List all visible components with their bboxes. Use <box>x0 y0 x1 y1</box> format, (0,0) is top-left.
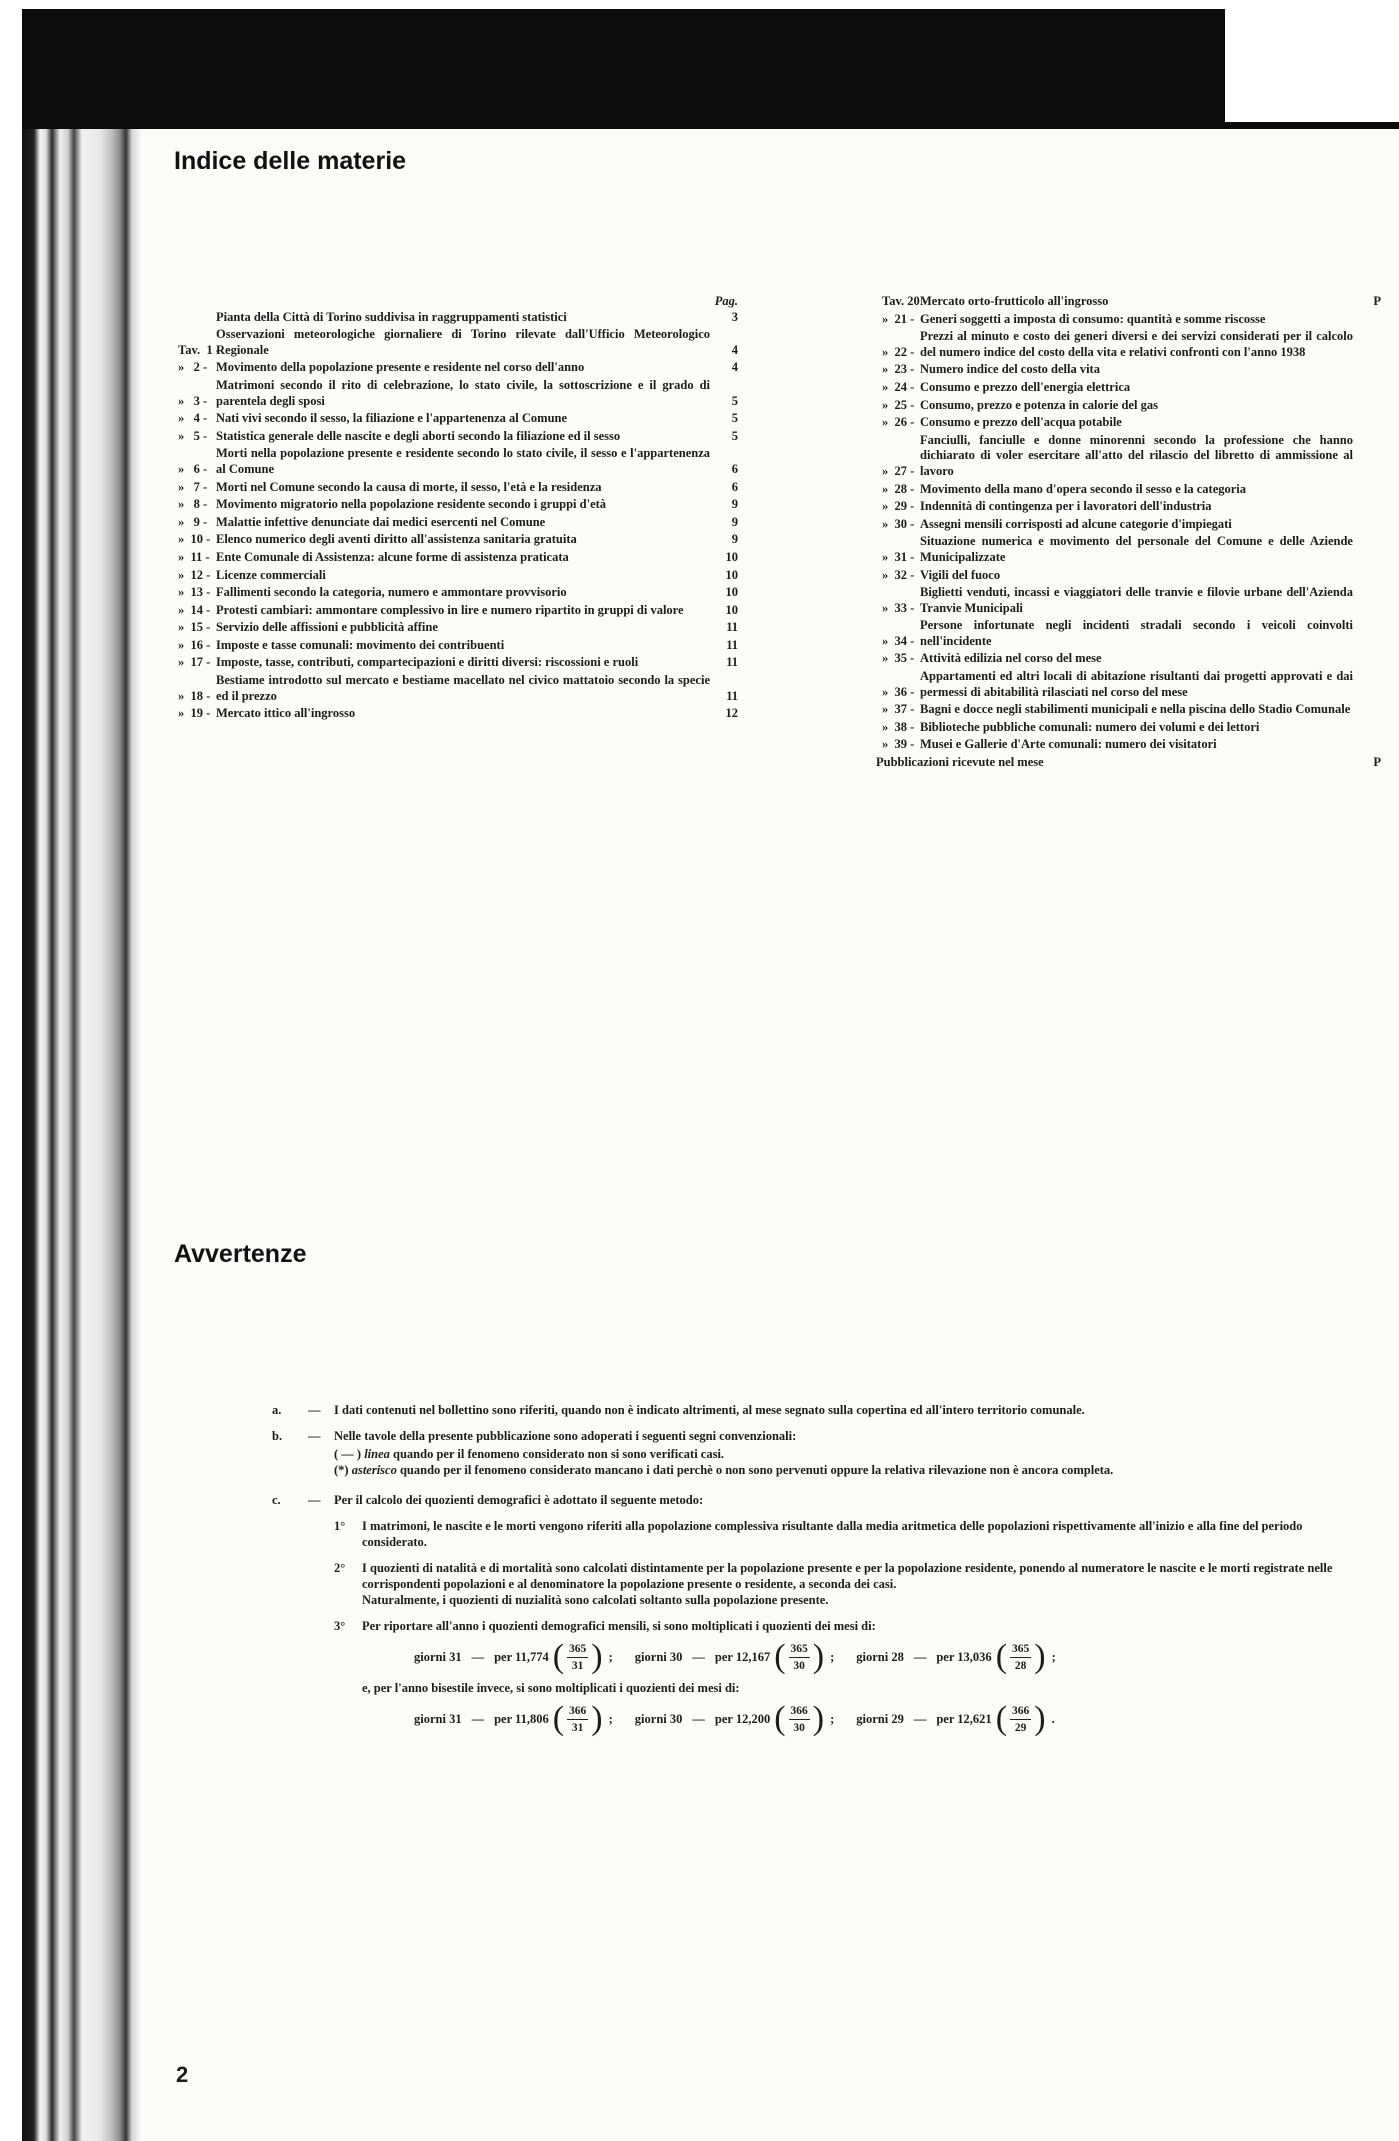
toc-lead: » 17 - <box>178 655 211 670</box>
toc-row <box>876 380 1381 396</box>
toc-text: Persone infortunate negli incidenti stradali secondo i veicoli coinvolti nell'incidente <box>920 618 1353 648</box>
paren-left: ( <box>774 1700 786 1737</box>
toc-lead: » 35 - <box>882 651 915 666</box>
toc-row <box>172 603 738 619</box>
fraction-denominator: 29 <box>1014 1721 1027 1734</box>
sign-word: asterisco <box>351 1463 397 1477</box>
note-c <box>272 1492 1342 1508</box>
toc-text: Movimento della popolazione presente e residente nel corso dell'anno <box>216 360 585 375</box>
note-text: Per il calcolo dei quozienti demografici è adottato il seguente metodo: <box>334 1493 704 1507</box>
toc-text: Vigili del fuoco <box>920 567 1001 582</box>
formula-fraction <box>553 1702 603 1736</box>
toc-page-number: 5 <box>731 393 738 408</box>
scan-left-edge <box>0 9 22 2141</box>
toc-row <box>876 651 1381 667</box>
toc-text: Elenco numerico degli aventi diritto all'assistenza sanitaria gratuita <box>216 532 577 547</box>
toc-lead: » 6 - <box>178 461 208 476</box>
toc-lead: » 11 - <box>178 549 210 564</box>
formula-dash: — <box>471 1712 485 1726</box>
toc-text: Prezzi al minuto e costo dei generi diversi e dei servizi considerati per il calcolo del numero indice del costo della vita e relativi confronti con l'anno 1938 <box>920 329 1353 359</box>
toc-text: Assegni mensili corrisposti ad alcune categorie d'impiegati <box>920 516 1232 531</box>
formula <box>856 1640 1055 1674</box>
toc-row <box>172 568 738 584</box>
paren-left: ( <box>552 1638 565 1675</box>
toc-lead: Tav. 1 - <box>178 342 220 357</box>
formula <box>414 1702 613 1736</box>
paren-left: ( <box>995 1638 1008 1675</box>
toc-row <box>172 585 738 601</box>
formula-dash: — <box>913 1712 927 1726</box>
toc-text: Fanciulli, fanciulle e donne minorenni secondo la professione che hanno dichiarato di voler esercitare all'atto del rilascio del libretto di ammissione al lavoro <box>920 432 1353 478</box>
toc-row <box>876 618 1381 649</box>
toc-lead: » 38 - <box>882 719 915 734</box>
toc-text: Pianta della Città di Torino suddivisa in raggruppamenti statistici <box>216 309 567 324</box>
toc-row <box>172 411 738 427</box>
formula-line-leap <box>414 1702 1342 1736</box>
toc-page-number: 10 <box>725 585 738 600</box>
toc-text: Imposte e tasse comunali: movimento dei contribuenti <box>216 637 505 652</box>
fraction <box>567 1641 588 1674</box>
toc-footer-text: Pubblicazioni ricevute nel mese <box>876 755 1044 770</box>
formula-days: giorni 28 <box>856 1650 904 1664</box>
toc-row <box>172 673 738 704</box>
toc-lead: » 34 - <box>882 633 915 648</box>
formula-days: giorni 30 <box>634 1650 683 1664</box>
paren-right: ) <box>591 1638 603 1675</box>
toc-lead: » 28 - <box>882 481 915 496</box>
point-number: 2° <box>334 1561 346 1575</box>
toc-row <box>172 378 738 409</box>
toc-row <box>172 532 738 548</box>
toc-row <box>172 360 738 376</box>
toc-row <box>172 550 738 566</box>
formula-fraction <box>774 1640 824 1674</box>
paren-right: ) <box>591 1700 603 1737</box>
toc-text: Attività edilizia nel corso del mese <box>920 651 1102 666</box>
toc-footer-row <box>876 755 1381 771</box>
note-dash: — <box>308 1493 321 1507</box>
toc-text: Consumo, prezzo e potenza in calorie del gas <box>920 397 1158 412</box>
toc-row <box>172 497 738 513</box>
toc-page-number: 11 <box>726 637 738 652</box>
page-number: 2 <box>176 2062 189 2087</box>
fraction <box>789 1641 810 1674</box>
formula <box>414 1640 613 1674</box>
toc-page-number: 10 <box>725 549 738 564</box>
method-point-2 <box>334 1560 1342 1608</box>
formula <box>635 1640 834 1674</box>
toc-row <box>172 655 738 671</box>
formula-end: ; <box>608 1712 613 1726</box>
point-text-main: I quozienti di natalità e di mortalità sono calcolati distintamente per la popolazione presente e per la popolazione residente, ponendo al numeratore le nascite e le morti registrate nelle corrispondenti popolazioni e al denominatore la popolazione presente o residente, a seconda dei casi. <box>362 1561 1333 1591</box>
toc-page-number: 10 <box>725 567 738 582</box>
toc-row <box>172 327 738 358</box>
toc-lead: » 26 - <box>882 415 915 430</box>
note-letter: a. <box>272 1403 282 1417</box>
toc-text: Appartamenti ed altri locali di abitazione risultanti dai progetti approvati e dai permessi di abitabilità rilasciati nel corso del mese <box>920 669 1353 699</box>
toc-text: Statistica generale delle nascite e degli aborti secondo la filiazione ed il sesso <box>216 428 621 443</box>
toc-row <box>172 620 738 636</box>
toc-lead: » 25 - <box>882 397 915 412</box>
toc-text: Ente Comunale di Assistenza: alcune forme di assistenza praticata <box>216 549 569 564</box>
toc-row <box>172 446 738 477</box>
toc-lead: » 21 - <box>882 311 915 326</box>
note-dash: — <box>308 1403 321 1417</box>
toc-text: Movimento della mano d'opera secondo il sesso e la categoria <box>920 481 1247 496</box>
toc-page-number: 9 <box>731 532 738 547</box>
toc-text: Situazione numerica e movimento del personale del Comune e delle Aziende Municipalizzate <box>920 534 1353 564</box>
toc-text: Morti nella popolazione presente e residente secondo lo stato civile, il sesso e l'appartenenza al Comune <box>216 446 710 476</box>
formula <box>856 1702 1054 1736</box>
toc-page-number: 11 <box>726 620 738 635</box>
formula-end: ; <box>608 1650 613 1664</box>
toc-lead: » 27 - <box>882 463 915 478</box>
toc-row <box>876 312 1381 328</box>
toc-text: Licenze commerciali <box>216 567 326 582</box>
toc-text: Biglietti venduti, incassi e viaggiatori delle tranvie e filovie urbane dell'Azienda Tranvie Municipali <box>920 585 1353 615</box>
formula-days: giorni 30 <box>634 1712 683 1726</box>
toc-row <box>876 669 1381 700</box>
toc-left-rows <box>172 327 738 722</box>
toc-lead: » 29 - <box>882 499 915 514</box>
toc-text: Servizio delle affissioni e pubblicità affine <box>216 620 438 635</box>
fraction-denominator: 28 <box>1014 1659 1027 1672</box>
formula-fraction <box>774 1702 824 1736</box>
scan-black-band <box>0 9 1399 129</box>
toc-lead: » 9 - <box>178 514 208 529</box>
toc-row <box>876 433 1381 480</box>
toc-lead: » 12 - <box>178 567 211 582</box>
toc-right-rows <box>876 294 1381 753</box>
note-b-sign-line <box>334 1462 1342 1478</box>
formula-multiplier: per 11,774 <box>494 1650 549 1664</box>
note-b-sign-line <box>334 1446 1342 1462</box>
formula-days: giorni 29 <box>856 1712 904 1726</box>
formula-end: . <box>1051 1712 1055 1726</box>
sign-symbol: ( — ) <box>334 1447 362 1461</box>
toc-row <box>172 515 738 531</box>
fraction-denominator: 31 <box>571 1659 584 1672</box>
formula-multiplier: per 12,621 <box>936 1712 992 1726</box>
toc-right-column <box>876 294 1381 773</box>
toc-lead: » 15 - <box>178 620 211 635</box>
formula-days: giorni 31 <box>414 1712 462 1726</box>
toc-page <box>710 294 738 325</box>
warnings-notes <box>272 1402 1342 1742</box>
toc-row <box>876 517 1381 533</box>
formula-dash: — <box>913 1650 927 1664</box>
sign-symbol: (*) <box>334 1463 349 1477</box>
paren-left: ( <box>995 1700 1008 1737</box>
formula-fraction <box>996 1702 1046 1736</box>
toc-lead: » 2 - <box>178 360 208 375</box>
toc-text: Matrimoni secondo il rito di celebrazione, lo stato civile, la sottoscrizione e il grado di parentela degli sposi <box>216 377 710 408</box>
toc-lead: » 5 - <box>178 428 208 443</box>
toc-text: Movimento migratorio nella popolazione residente secondo i gruppi d'età <box>216 497 607 512</box>
leap-year-text: e, per l'anno bisestile invece, si sono moltiplicati i quozienti dei mesi di: <box>362 1681 740 1695</box>
point-text-extra: Naturalmente, i quozienti di nuzialità sono calcolati soltanto sulla popolazione presente. <box>362 1593 829 1607</box>
fraction-numerator: 366 <box>789 1703 810 1720</box>
note-a <box>272 1402 1342 1418</box>
toc-row <box>876 585 1381 616</box>
point-number: 1° <box>334 1519 346 1533</box>
fraction <box>567 1703 588 1736</box>
toc-page-number: 3 <box>731 309 738 324</box>
toc-text: Mercato ittico all'ingrosso <box>216 706 356 721</box>
toc-text: Consumo e prezzo dell'energia elettrica <box>920 379 1131 394</box>
paren-right: ) <box>1034 1700 1046 1737</box>
toc-row <box>876 329 1381 360</box>
toc-text: Consumo e prezzo dell'acqua potabile <box>920 415 1122 430</box>
note-letter: b. <box>272 1429 283 1443</box>
toc-row <box>876 398 1381 414</box>
toc-row <box>876 362 1381 378</box>
toc-text: Bestiame introdotto sul mercato e bestiame macellato nel civico mattatoio secondo la specie ed il prezzo <box>216 673 710 703</box>
toc-lead: » 31 - <box>882 549 915 564</box>
paren-left: ( <box>774 1638 786 1675</box>
toc-page-number: 11 <box>726 688 738 703</box>
toc-row <box>876 482 1381 498</box>
toc-lead: » 39 - <box>882 737 915 752</box>
note-letter: c. <box>272 1493 281 1507</box>
formula-multiplier: per 12,200 <box>714 1712 771 1726</box>
toc-text: Biblioteche pubbliche comunali: numero dei volumi e dei lettori <box>920 719 1260 734</box>
paren-right: ) <box>812 1700 825 1737</box>
toc-lead: » 19 - <box>178 706 211 721</box>
toc-page-number: 11 <box>726 655 738 670</box>
toc-page-number: 6 <box>731 479 738 494</box>
toc-row <box>172 706 738 722</box>
book-spine <box>22 129 142 2141</box>
toc-lead: » 10 - <box>178 532 211 547</box>
toc-row <box>876 294 1381 310</box>
toc-lead: » 16 - <box>178 637 211 652</box>
toc-text: Musei e Gallerie d'Arte comunali: numero dei visitatori <box>920 737 1217 752</box>
toc-row <box>876 702 1381 718</box>
toc-left-column <box>172 294 738 724</box>
toc-lead: » 13 - <box>178 585 211 600</box>
toc-lead: » 36 - <box>882 684 915 699</box>
toc-row <box>876 534 1381 565</box>
toc-lead: » 23 - <box>882 362 915 377</box>
toc-lead: » 4 - <box>178 411 208 426</box>
toc-text: Imposte, tasse, contributi, compartecipazioni e diritti diversi: riscossioni e ruoli <box>216 655 639 670</box>
point-text: I matrimoni, le nascite e le morti vengono riferiti alla popolazione complessiva risultante dalla media aritmetica delle popolazioni rispettivamente all'inizio e alla fine del periodo considerato. <box>362 1519 1303 1549</box>
toc-lead: » 24 - <box>882 379 915 394</box>
toc-text: Fallimenti secondo la categoria, numero e ammontare provvisorio <box>216 585 567 600</box>
toc-lead: » 22 - <box>882 344 915 359</box>
formula-multiplier: per 11,806 <box>494 1712 549 1726</box>
toc-text: Mercato orto-frutticolo all'ingrosso <box>920 294 1109 308</box>
toc-page-number: 12 <box>725 706 738 721</box>
point-text: Per riportare all'anno i quozienti demografici mensili, si sono moltiplicati i quozienti dei mesi di: <box>362 1619 876 1633</box>
toc-lead: » 14 - <box>178 602 211 617</box>
toc-text: Indennità di contingenza per i lavoratori dell'industria <box>920 499 1212 514</box>
toc-page-number: 6 <box>731 461 738 476</box>
toc-page-number: P <box>1373 294 1381 308</box>
toc-text: Bagni e docce negli stabilimenti municipali e nella piscina dello Stadio Comunale <box>920 702 1351 717</box>
toc-text: Morti nel Comune secondo la causa di morte, il sesso, l'età e la residenza <box>216 479 602 494</box>
toc-row <box>172 294 738 325</box>
toc-page-number: 4 <box>731 360 738 375</box>
toc-page-number: 9 <box>731 497 738 512</box>
formula-fraction <box>553 1640 603 1674</box>
point-text <box>362 1560 1342 1608</box>
formula <box>635 1702 834 1736</box>
formula-multiplier: per 12,167 <box>714 1650 771 1664</box>
point-number: 3° <box>334 1619 346 1633</box>
method-point-1 <box>334 1518 1342 1550</box>
fraction <box>1010 1703 1031 1736</box>
toc-row <box>876 737 1381 753</box>
toc-page-number: 5 <box>731 411 738 426</box>
formula-days: giorni 31 <box>414 1650 462 1664</box>
toc-row <box>172 480 738 496</box>
toc-lead: » 33 - <box>882 600 915 615</box>
toc-text: Numero indice del costo della vita <box>920 362 1100 377</box>
formula-fraction <box>996 1640 1046 1674</box>
note-text: Nelle tavole della presente pubblicazione sono adoperati i seguenti segni convenzionali: <box>334 1429 797 1443</box>
formula-end: ; <box>830 1650 835 1664</box>
toc-row <box>172 638 738 654</box>
index-title: Indice delle materie <box>174 147 407 175</box>
toc-page-number: 5 <box>731 428 738 443</box>
sign-word: linea <box>364 1447 390 1461</box>
toc-row <box>876 720 1381 736</box>
toc-page-number: 10 <box>725 602 738 617</box>
fraction-numerator: 366 <box>567 1703 588 1720</box>
formula-dash: — <box>692 1712 705 1726</box>
sign-text: quando per il fenomeno considerato mancano i dati perchè o non sono pervenuti oppure la relativa rilevazione non è ancora completa. <box>399 1463 1114 1477</box>
toc-row <box>876 415 1381 431</box>
paren-right: ) <box>812 1638 825 1675</box>
paren-left: ( <box>552 1700 565 1737</box>
toc-text: Malattie infettive denunciate dai medici esercenti nel Comune <box>216 514 546 529</box>
formula-end: ; <box>1051 1650 1056 1664</box>
warnings-title: Avvertenze <box>174 1240 307 1268</box>
formula-end: ; <box>830 1712 835 1726</box>
fraction-numerator: 365 <box>1010 1641 1031 1658</box>
toc-lead: » 30 - <box>882 516 915 531</box>
fraction-numerator: 366 <box>1010 1703 1031 1720</box>
toc-text: Nati vivi secondo il sesso, la filiazione e l'appartenenza al Comune <box>216 411 568 426</box>
toc-lead: » 37 - <box>882 702 915 717</box>
toc-text: Protesti cambiari: ammontare complessivo in lire e numero ripartito in gruppi di valore <box>216 602 684 617</box>
fraction-numerator: 365 <box>789 1641 810 1658</box>
formula-line-normal <box>414 1640 1342 1674</box>
toc-row <box>876 499 1381 515</box>
page-label: Pag. <box>714 294 738 308</box>
formula-dash: — <box>471 1650 485 1664</box>
scan-border <box>0 0 1399 9</box>
scan-white-notch <box>1225 9 1399 122</box>
paren-right: ) <box>1034 1638 1046 1675</box>
toc-lead: Tav. 20 - <box>882 294 928 308</box>
note-text: I dati contenuti nel bollettino sono riferiti, quando non è indicato altrimenti, al mese segnato sulla copertina ed all'intero territorio comunale. <box>334 1403 1085 1417</box>
fraction-denominator: 30 <box>793 1659 805 1672</box>
formula-multiplier: per 13,036 <box>936 1650 992 1664</box>
sign-text: quando per il fenomeno considerato non si sono verificati casi. <box>393 1447 725 1461</box>
toc-page-number: 4 <box>731 342 738 357</box>
toc-lead: » 32 - <box>882 567 915 582</box>
toc-text: Osservazioni meteorologiche giornaliere di Torino rilevate dall'Ufficio Meteorologico Regionale <box>216 327 710 357</box>
fraction-denominator: 31 <box>571 1721 584 1734</box>
fraction-numerator: 365 <box>567 1641 588 1658</box>
toc-row <box>876 568 1381 584</box>
toc-lead: » 7 - <box>178 479 208 494</box>
method-point-3 <box>334 1618 1342 1634</box>
note-b <box>272 1428 1342 1444</box>
toc-lead: » 8 - <box>178 497 208 512</box>
fraction-denominator: 30 <box>793 1721 805 1734</box>
toc-lead: » 3 - <box>178 393 208 408</box>
toc-text: Generi soggetti a imposta di consumo: quantità e somme riscosse <box>920 311 1266 326</box>
toc-page-number: 9 <box>731 514 738 529</box>
fraction <box>1010 1641 1031 1674</box>
fraction <box>789 1703 810 1736</box>
toc-footer-page: P <box>1373 755 1381 770</box>
toc-lead: » 18 - <box>178 688 211 703</box>
formula-dash: — <box>692 1650 705 1664</box>
toc-row <box>172 429 738 445</box>
note-dash: — <box>308 1429 321 1443</box>
